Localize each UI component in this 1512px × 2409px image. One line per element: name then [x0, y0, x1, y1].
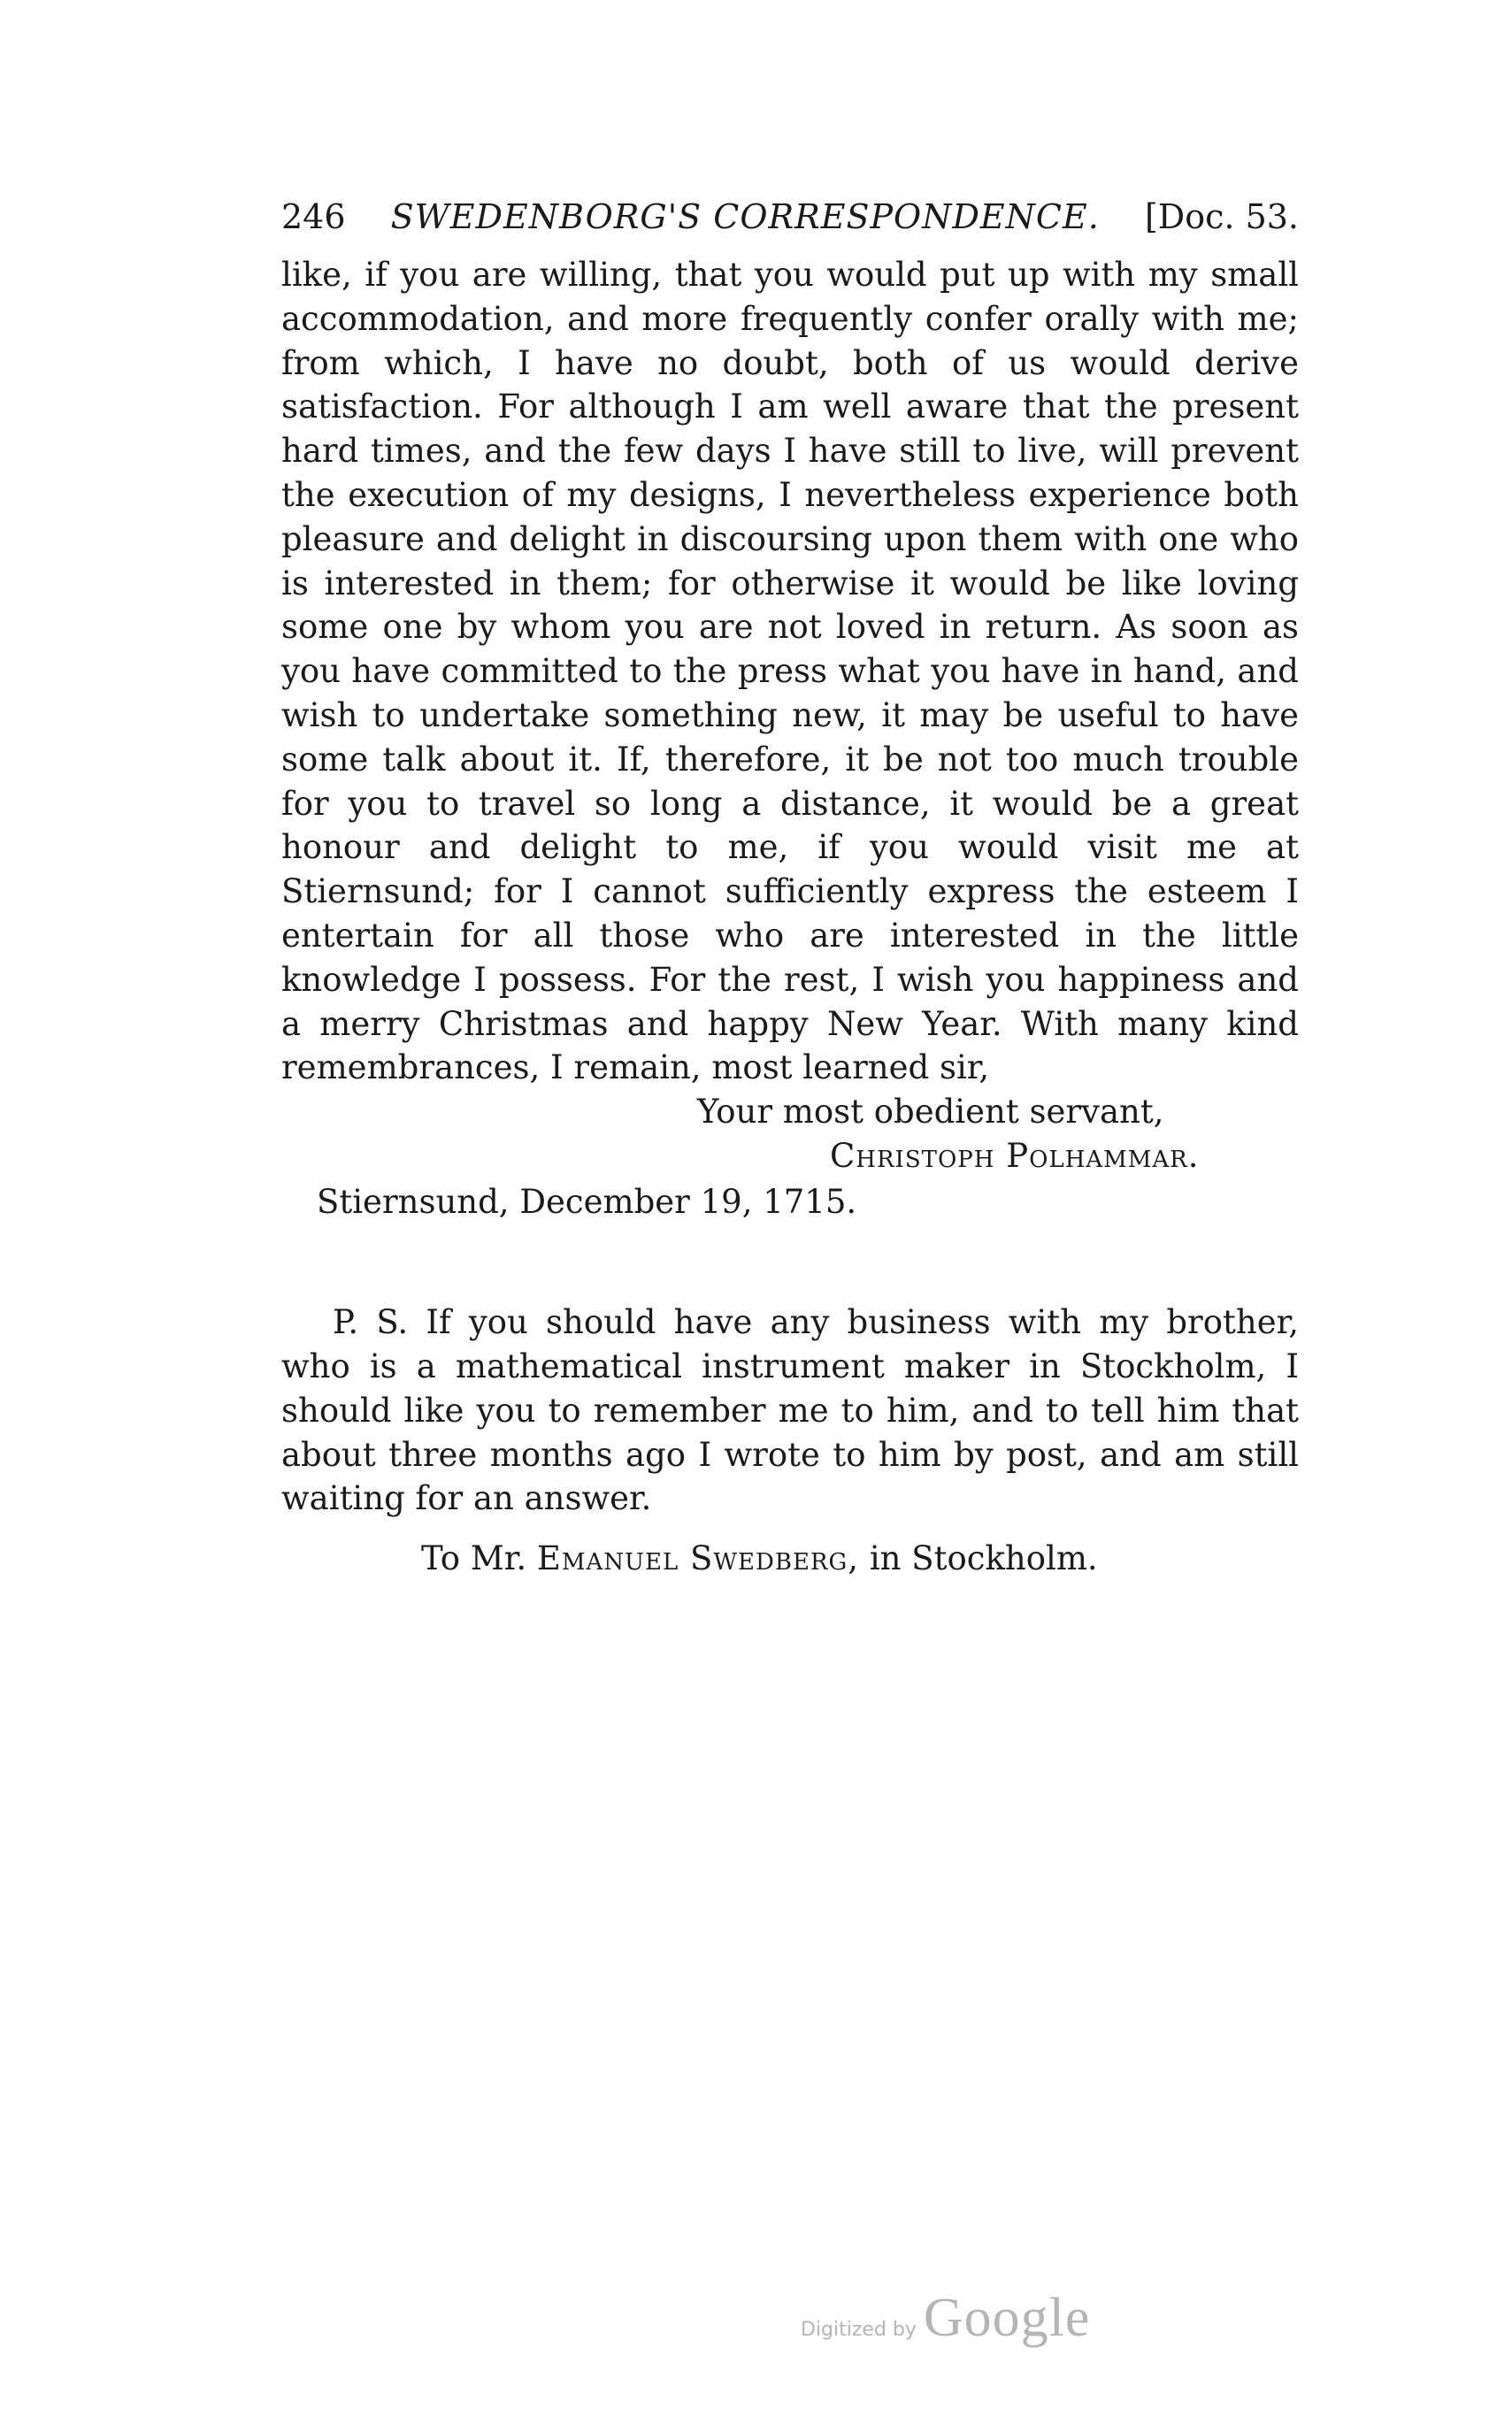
dateline: Stiernsund, December 19, 1715. [317, 1183, 857, 1222]
digitized-watermark [801, 2287, 1090, 2350]
page-number: 246 [281, 197, 346, 236]
document-page [281, 196, 1299, 1581]
letter-body: like, if you are willing, that you would put up with my small accommodation, and more frequently confer orally with me; from which, I have no doubt, both of us would derive satisfaction. For although I am well aware that the present hard times, and the few days I have still to live, will prevent the execution of my designs, I nevertheless experience both pleasure and delight in discoursing upon them with one who is interested in them; for otherwise it would be like loving some one by whom you are not loved in return. As soon as you have committed to the press what you have in hand, and wish to undertake something new, it may be useful to have some talk about it. If, therefore, it be not too much trouble for you to travel so long a distance, it would be a great honour and delight to me, if you would visit me at Stiernsund; for I cannot sufficiently express the esteem I entertain for all those who are interested in the little knowledge I possess. For the rest, I wish you happiness and a merry Christmas and happy New Year. With many kind remembrances, I remain, most learned sir, [281, 256, 1299, 1087]
address-prefix: To Mr. [421, 1539, 527, 1578]
signature: Christoph Polhammar. [830, 1137, 1200, 1176]
closing-phrase: Your most obedient servant, [697, 1093, 1164, 1132]
address-location: in Stockholm. [869, 1539, 1098, 1578]
addressee-name: Emanuel Swedberg, [536, 1539, 860, 1578]
google-logo: Google [923, 2288, 1091, 2348]
postscript: P. S. If you should have any business with my brother, who is a mathematical instrument maker in Stockholm, I should like you to remember me to him, and to tell him that about three months ago I wrote to him by post, and am still waiting for an answer. [281, 1303, 1299, 1518]
watermark-caption: Digitized by [801, 2319, 917, 2341]
letter-closing-block [281, 1090, 1299, 1224]
address-line [281, 1537, 1299, 1581]
running-title: SWEDENBORG'S CORRESPONDENCE. [390, 197, 1100, 236]
running-header [281, 196, 1299, 237]
document-reference: [Doc. 53. [1144, 197, 1299, 236]
